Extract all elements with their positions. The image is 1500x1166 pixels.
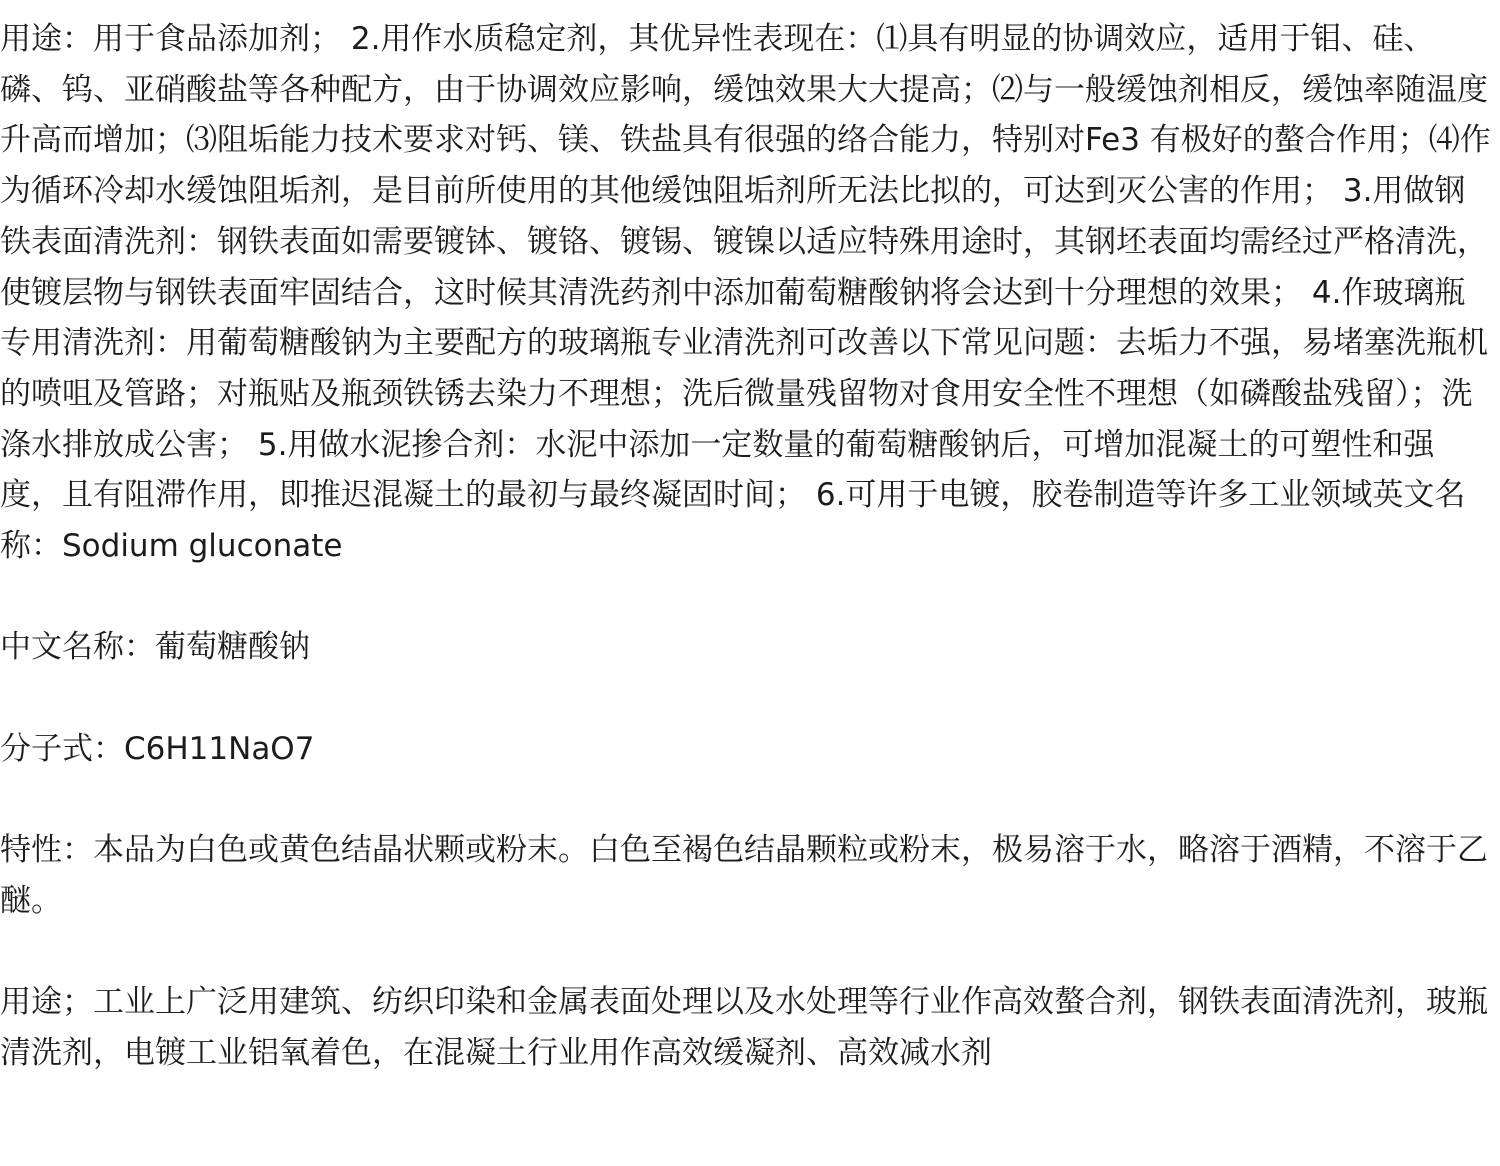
paragraph-spacer: [0, 673, 1496, 724]
document-body: [0, 14, 1496, 1079]
formula-line: 分子式：C6H11NaO7: [0, 730, 315, 767]
paragraph-spacer: [0, 572, 1496, 623]
uses-paragraph: 用途：用于食品添加剂； 2.用作水质稳定剂，其优异性表现在：⑴具有明显的协调效应，适用于钼、硅、磷、钨、亚硝酸盐等各种配方，由于协调效应影响，缓蚀效果大大提高；⑵与一般缓蚀剂相反，缓蚀率随温度升高而增加；⑶阻垢能力技术要求对钙、镁、铁盐具有很强的络合能力，特别对Fe3 有极好的螯合作用；⑷作为循环冷却水缓蚀阻垢剂，是目前所使用的其他缓蚀阻垢剂所无法比拟的，可达到灭公害的作用； 3.用做钢铁表面清洗剂：钢铁表面如需要镀钵、镀铬、镀锡、镀镍以适应特殊用途时，其钢坯表面均需经过严格清洗，使镀层物与钢铁表面牢固结合，这时候其清洗药剂中添加葡萄糖酸钠将会达到十分理想的效果； 4.作玻璃瓶专用清洗剂：用葡萄糖酸钠为主要配方的玻璃瓶专业清洗剂可改善以下常见问题：去垢力不强，易堵塞洗瓶机的喷咀及管路；对瓶贴及瓶颈铁锈去染力不理想；洗后微量残留物对食用安全性不理想（如磷酸盐残留）；洗涤水排放成公害； 5.用做水泥掺合剂：水泥中添加一定数量的葡萄糖酸钠后，可增加混凝土的可塑性和强度，且有阻滞作用，即推迟混凝土的最初与最终凝固时间； 6.可用于电镀，胶卷制造等许多工业领域英文名称：Sodium gluconate: [0, 21, 1491, 565]
chinese-name-line: 中文名称：葡萄糖酸钠: [0, 629, 310, 666]
properties-paragraph: 特性：本品为白色或黄色结晶状颗或粉末。白色至褐色结晶颗粒或粉末，极易溶于水，略溶于酒精，不溶于乙醚。: [0, 832, 1488, 919]
industrial-uses-paragraph: 用途；工业上广泛用建筑、纺织印染和金属表面处理以及水处理等行业作高效螯合剂，钢铁表面清洗剂，玻瓶清洗剂，电镀工业铝氧着色，在混凝土行业用作高效缓凝剂、高效减水剂: [0, 984, 1488, 1071]
paragraph-spacer: [0, 927, 1496, 978]
paragraph-spacer: [0, 775, 1496, 826]
